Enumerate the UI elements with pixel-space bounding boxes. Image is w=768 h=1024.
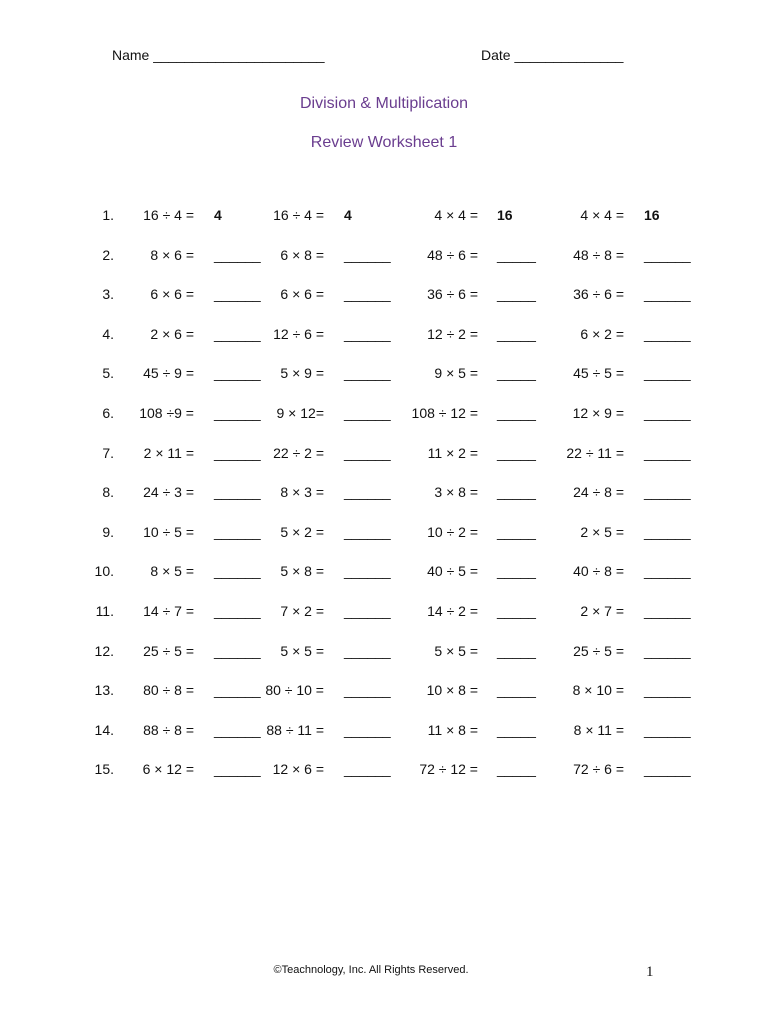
name-field-label: Name ______________________ <box>112 47 325 63</box>
problem-expression: 11 × 8 = <box>427 722 478 738</box>
problem-number: 12. <box>94 643 114 659</box>
answer-blank[interactable]: ______ <box>214 247 261 263</box>
problem-expression: 36 ÷ 6 = <box>573 286 624 302</box>
answer-blank[interactable]: ______ <box>214 643 261 659</box>
problem-row <box>0 643 768 663</box>
answer-blank[interactable]: ______ <box>214 722 261 738</box>
problem-expression: 2 × 11 = <box>143 445 194 461</box>
answer-blank[interactable]: _____ <box>497 682 536 698</box>
answer-blank[interactable]: ______ <box>214 524 261 540</box>
answer-blank[interactable]: ______ <box>344 326 391 342</box>
answer-blank[interactable]: ______ <box>344 365 391 381</box>
problem-expression: 48 ÷ 6 = <box>427 247 478 263</box>
problem-expression: 6 × 6 = <box>150 286 194 302</box>
problem-number: 4. <box>102 326 114 342</box>
problem-number: 10. <box>94 563 114 579</box>
page-number: 1 <box>646 964 654 980</box>
problem-expression: 10 ÷ 5 = <box>143 524 194 540</box>
answer-blank[interactable]: ______ <box>214 682 261 698</box>
page-title: Division & Multiplication <box>299 95 469 112</box>
problem-expression: 25 ÷ 5 = <box>143 643 194 659</box>
problem-expression: 12 × 6 = <box>272 761 324 777</box>
answer-blank[interactable]: _____ <box>497 603 536 619</box>
date-field-label: Date ______________ <box>481 47 624 63</box>
problem-expression: 5 × 5 = <box>434 643 478 659</box>
problem-row <box>0 563 768 583</box>
problem-expression: 5 × 5 = <box>280 643 324 659</box>
answer-blank[interactable]: ______ <box>214 326 261 342</box>
problem-expression: 12 ÷ 2 = <box>427 326 478 342</box>
problem-row <box>0 247 768 267</box>
answer-blank[interactable]: _____ <box>497 484 536 500</box>
answer-blank[interactable]: ______ <box>644 722 691 738</box>
problem-expression: 6 × 6 = <box>280 286 324 302</box>
problem-number: 7. <box>102 445 114 461</box>
problem-expression: 40 ÷ 5 = <box>427 563 478 579</box>
answer-blank[interactable]: ______ <box>214 761 261 777</box>
answer-blank[interactable]: ______ <box>644 484 691 500</box>
answer-blank[interactable]: _____ <box>497 286 536 302</box>
problem-expression: 10 × 8 = <box>426 682 478 698</box>
answer-blank[interactable]: ______ <box>644 365 691 381</box>
problem-expression: 7 × 2 = <box>280 603 324 619</box>
problem-number: 11. <box>95 603 114 619</box>
problem-row <box>0 484 768 504</box>
problem-expression: 40 ÷ 8 = <box>573 563 624 579</box>
problem-expression: 45 ÷ 5 = <box>573 365 624 381</box>
problem-expression: 4 × 4 = <box>434 207 478 223</box>
problem-expression: 5 × 2 = <box>280 524 324 540</box>
answer-blank[interactable]: ______ <box>214 405 261 421</box>
copyright-footer: ©Teachnology, Inc. All Rights Reserved. <box>273 964 469 976</box>
answer-blank[interactable]: ______ <box>214 445 261 461</box>
problem-number: 3. <box>102 286 114 302</box>
problem-expression: 72 ÷ 12 = <box>419 761 478 777</box>
problem-expression: 80 ÷ 8 = <box>143 682 194 698</box>
problem-row <box>0 524 768 544</box>
problem-expression: 16 ÷ 4 = <box>273 207 324 223</box>
problem-expression: 6 × 12 = <box>142 761 194 777</box>
problem-expression: 45 ÷ 9 = <box>143 365 194 381</box>
problem-row <box>0 682 768 702</box>
answer-blank[interactable]: ______ <box>214 563 261 579</box>
answer-blank[interactable]: ______ <box>344 286 391 302</box>
problem-row <box>0 603 768 623</box>
problem-expression: 2 × 7 = <box>580 603 624 619</box>
problem-expression: 10 ÷ 2 = <box>427 524 478 540</box>
problem-expression: 14 ÷ 2 = <box>427 603 478 619</box>
problem-expression: 48 ÷ 8 = <box>573 247 624 263</box>
answer-blank[interactable]: ______ <box>644 445 691 461</box>
problem-expression: 88 ÷ 11 = <box>266 722 324 738</box>
problem-expression: 24 ÷ 3 = <box>143 484 194 500</box>
problem-expression: 22 ÷ 11 = <box>566 445 624 461</box>
problem-expression: 108 ÷9 = <box>139 405 194 421</box>
problem-number: 15. <box>94 761 114 777</box>
problem-number: 8. <box>102 484 114 500</box>
problem-row <box>0 445 768 465</box>
answer-blank[interactable]: _____ <box>497 445 536 461</box>
problem-expression: 3 × 8 = <box>434 484 478 500</box>
answer-blank[interactable]: ______ <box>214 484 261 500</box>
problem-expression: 9 × 5 = <box>434 365 478 381</box>
answer-blank[interactable]: _____ <box>497 722 536 738</box>
problem-row <box>0 405 768 425</box>
problem-row <box>0 326 768 346</box>
answer-blank[interactable]: ______ <box>644 643 691 659</box>
problem-expression: 9 × 12= <box>276 405 324 421</box>
answer-blank[interactable]: ______ <box>644 563 691 579</box>
problem-expression: 5 × 9 = <box>280 365 324 381</box>
problem-number: 9. <box>102 524 114 540</box>
problem-expression: 16 ÷ 4 = <box>143 207 194 223</box>
answer-blank[interactable]: ______ <box>644 524 691 540</box>
problem-expression: 2 × 6 = <box>150 326 194 342</box>
problem-expression: 6 × 2 = <box>580 326 624 342</box>
answer-blank[interactable]: _____ <box>497 563 536 579</box>
problem-number: 2. <box>102 247 114 263</box>
answer-example: 4 <box>344 207 352 223</box>
problem-number: 6. <box>102 405 114 421</box>
problem-expression: 5 × 8 = <box>280 563 324 579</box>
problem-expression: 8 × 3 = <box>280 484 324 500</box>
answer-blank[interactable]: ______ <box>644 286 691 302</box>
problem-expression: 12 × 9 = <box>572 405 624 421</box>
problem-expression: 25 ÷ 5 = <box>573 643 624 659</box>
problem-expression: 11 × 2 = <box>427 445 478 461</box>
problem-expression: 108 ÷ 12 = <box>411 405 478 421</box>
problem-expression: 14 ÷ 7 = <box>143 603 194 619</box>
problem-row <box>0 761 768 781</box>
problem-expression: 12 ÷ 6 = <box>273 326 324 342</box>
answer-blank[interactable]: ______ <box>344 761 391 777</box>
problem-row <box>0 722 768 742</box>
answer-blank[interactable]: ______ <box>344 445 391 461</box>
answer-blank[interactable]: ______ <box>214 286 261 302</box>
answer-blank[interactable]: ______ <box>344 682 391 698</box>
answer-blank[interactable]: ______ <box>344 524 391 540</box>
problem-expression: 8 × 10 = <box>572 682 624 698</box>
answer-example: 16 <box>644 207 660 223</box>
problem-expression: 72 ÷ 6 = <box>573 761 624 777</box>
answer-blank[interactable]: _____ <box>497 326 536 342</box>
answer-blank[interactable]: ______ <box>214 603 261 619</box>
page-subtitle: Review Worksheet 1 <box>310 134 458 151</box>
answer-blank[interactable]: _____ <box>497 365 536 381</box>
answer-blank[interactable]: ______ <box>344 484 391 500</box>
problem-expression: 2 × 5 = <box>580 524 624 540</box>
answer-blank[interactable]: ______ <box>344 405 391 421</box>
problem-expression: 80 ÷ 10 = <box>265 682 324 698</box>
answer-blank[interactable]: ______ <box>644 761 691 777</box>
answer-blank[interactable]: ______ <box>644 326 691 342</box>
problem-number: 13. <box>94 682 114 698</box>
answer-blank[interactable]: _____ <box>497 405 536 421</box>
answer-blank[interactable]: ______ <box>644 682 691 698</box>
answer-blank[interactable]: ______ <box>644 247 691 263</box>
problem-row <box>0 286 768 306</box>
problem-expression: 8 × 5 = <box>150 563 194 579</box>
problem-expression: 24 ÷ 8 = <box>573 484 624 500</box>
answer-example: 16 <box>497 207 513 223</box>
answer-example: 4 <box>214 207 222 223</box>
answer-blank[interactable]: _____ <box>497 524 536 540</box>
answer-blank[interactable]: _____ <box>497 247 536 263</box>
problem-expression: 8 × 11 = <box>573 722 624 738</box>
answer-blank[interactable]: ______ <box>344 643 391 659</box>
problem-row <box>0 365 768 385</box>
problem-expression: 6 × 8 = <box>280 247 324 263</box>
problem-expression: 88 ÷ 8 = <box>143 722 194 738</box>
problem-number: 1. <box>102 207 114 223</box>
answer-blank[interactable]: ______ <box>344 247 391 263</box>
answer-blank[interactable]: _____ <box>497 761 536 777</box>
problem-expression: 4 × 4 = <box>580 207 624 223</box>
problem-expression: 36 ÷ 6 = <box>427 286 478 302</box>
problem-expression: 22 ÷ 2 = <box>273 445 324 461</box>
answer-blank[interactable]: _____ <box>497 643 536 659</box>
problem-number: 5. <box>102 365 114 381</box>
answer-blank[interactable]: ______ <box>214 365 261 381</box>
answer-blank[interactable]: ______ <box>344 603 391 619</box>
answer-blank[interactable]: ______ <box>644 603 691 619</box>
answer-blank[interactable]: ______ <box>344 563 391 579</box>
answer-blank[interactable]: ______ <box>644 405 691 421</box>
answer-blank[interactable]: ______ <box>344 722 391 738</box>
problem-expression: 8 × 6 = <box>150 247 194 263</box>
problem-row <box>0 207 768 227</box>
problem-number: 14. <box>94 722 114 738</box>
